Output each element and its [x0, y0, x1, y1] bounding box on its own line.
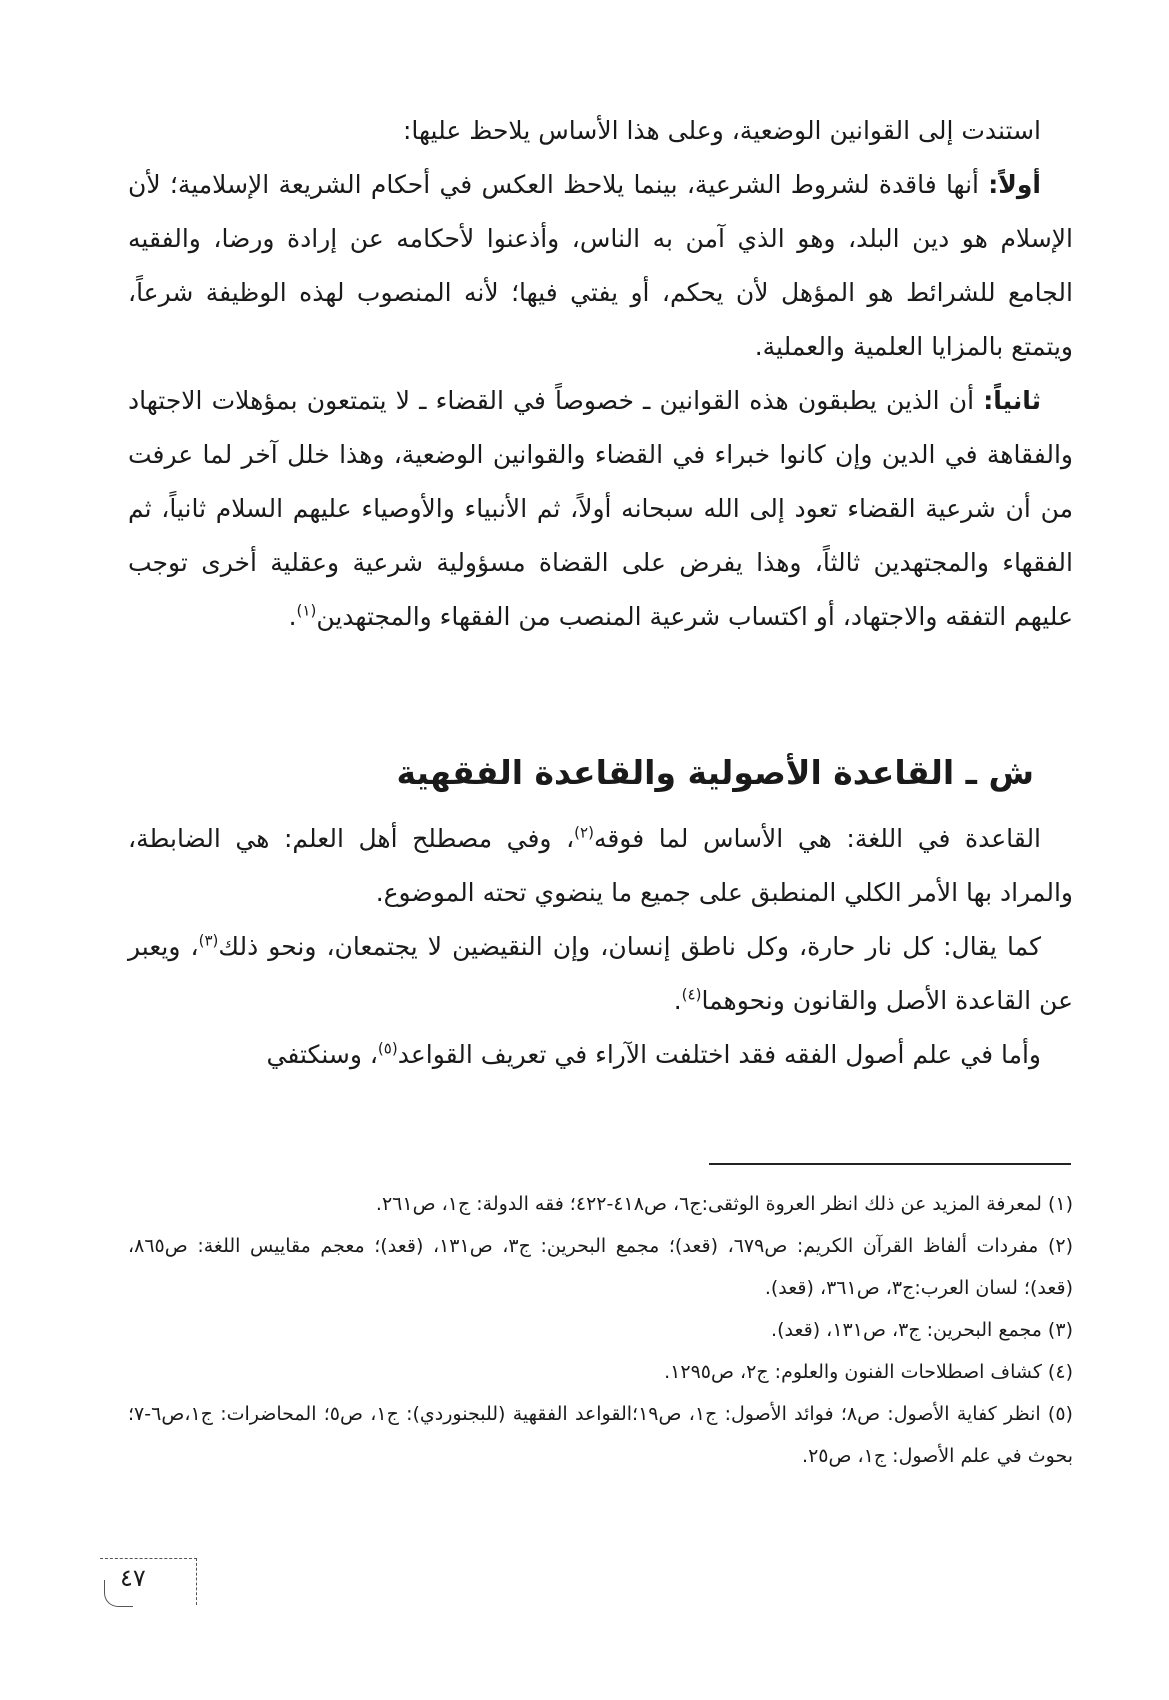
paragraph-end: . [673, 986, 682, 1015]
paragraph-text: وأما في علم أصول الفقه فقد اختلفت الآراء في تعريف القواعد [397, 1040, 1041, 1069]
paragraph-examples [128, 920, 1073, 1028]
footnote: (٥) انظر كفاية الأصول: ص٨؛ فوائد الأصول: ج١، ص١٩؛القواعد الفقهية (للبجنوردي): ج١، ص٥؛ المحاضرات: ج١،ص٦-٧؛ بحوث في علم الأصول: ج١، ص٢٥. [128, 1403, 1073, 1467]
paragraph-end: . [288, 602, 297, 631]
page-number: ٤٧ [120, 1564, 146, 1592]
footnote: (٤) كشاف اصطلاحات الفنون والعلوم: ج٢، ص١٢٩٥. [664, 1361, 1073, 1383]
paragraph-text: القاعدة في اللغة: هي الأساس لما فوقه [593, 824, 1042, 853]
paragraph [128, 104, 1073, 158]
main-text-block-2 [128, 812, 1073, 1082]
footnote: (٢) مفردات ألفاظ القرآن الكريم: ص٦٧٩، (قعد)؛ مجمع البحرين: ج٣، ص١٣١، (قعد)؛ معجم مقاييس اللغة: ص٨٦٥، (قعد)؛ لسان العرب:ج٣، ص٣٦١، (قعد). [128, 1235, 1073, 1299]
paragraph-second-point [128, 374, 1073, 644]
paragraph-text: أن الذين يطبقون هذه القوانين ـ خصوصاً في القضاء ـ لا يتمتعون بمؤهلات الاجتهاد والفقاهة في الدين وإن كانوا خبراء في القضاء والقوانين الوضعية، وهذا خلل آخر لما عرفت من أن شرعية القضاء تعود إلى الله سبحانه أولاً، ثم الأنبياء والأوصياء عليهم السلام ثانياً، ثم الفقهاء والمجتهدين ثالثاً، وهذا يفرض على القضاة مسؤولية شرعية وعقلية أخرى توجب عليهم التفقه والاجتهاد، أو اكتساب شرعية المنصب من الفقهاء والمجتهدين [128, 386, 1073, 631]
paragraph-text: استندت إلى القوانين الوضعية، وعلى هذا الأساس يلاحظ عليها: [402, 116, 1041, 145]
paragraph-text: ، وفي مصطلح أهل العلم: هي الضابطة، والمراد بها الأمر الكلي المنطبق على جميع ما ينضوي تحته الموضوع. [128, 824, 1073, 907]
footnote-divider [709, 1163, 1071, 1165]
footnote-ref[interactable]: (٣) [198, 931, 219, 950]
paragraph-text: ، ويعبر عن القاعدة الأصل والقانون ونحوهما [128, 932, 1073, 1015]
point-label: أولاً: [988, 170, 1041, 199]
main-text-block [128, 104, 1073, 644]
paragraph-text: ، وسنكتفي [266, 1040, 378, 1069]
point-label: ثانياً: [983, 386, 1041, 415]
footnote: (١) لمعرفة المزيد عن ذلك انظر العروة الوثقى:ج٦، ص٤١٨-٤٢٢؛ فقه الدولة: ج١، ص٢٦١. [375, 1193, 1073, 1215]
footnote: (٣) مجمع البحرين: ج٣، ص١٣١، (قعد). [771, 1319, 1073, 1341]
paragraph-text: كما يقال: كل نار حارة، وكل ناطق إنسان، وإن النقيضين لا يجتمعان، ونحو ذلك [218, 932, 1042, 961]
paragraph-text: أنها فاقدة لشروط الشرعية، بينما يلاحظ العكس في أحكام الشريعة الإسلامية؛ لأن الإسلام هو دين البلد، وهو الذي آمن به الناس، وأذعنوا لأحكامه عن إرادة ورضا، والفقيه الجامع للشرائط هو المؤهل لأن يحكم، أو يفتي فيها؛ لأنه المنصوب لهذه الوظيفة شرعاً، ويتمتع بالمزايا العلمية والعملية. [128, 170, 1073, 361]
paragraph-definition [128, 812, 1073, 920]
section-heading: ش ـ القاعدة الأصولية والقاعدة الفقهية [396, 753, 1034, 792]
footnote-ref[interactable]: (٤) [681, 985, 702, 1004]
footnotes [128, 1183, 1073, 1477]
footnote-ref[interactable]: (١) [296, 601, 317, 620]
footnote-ref[interactable]: (٢) [574, 823, 594, 842]
footnote-ref[interactable]: (٥) [377, 1039, 398, 1058]
paragraph-usul [128, 1028, 1073, 1082]
paragraph-first-point [128, 158, 1073, 374]
